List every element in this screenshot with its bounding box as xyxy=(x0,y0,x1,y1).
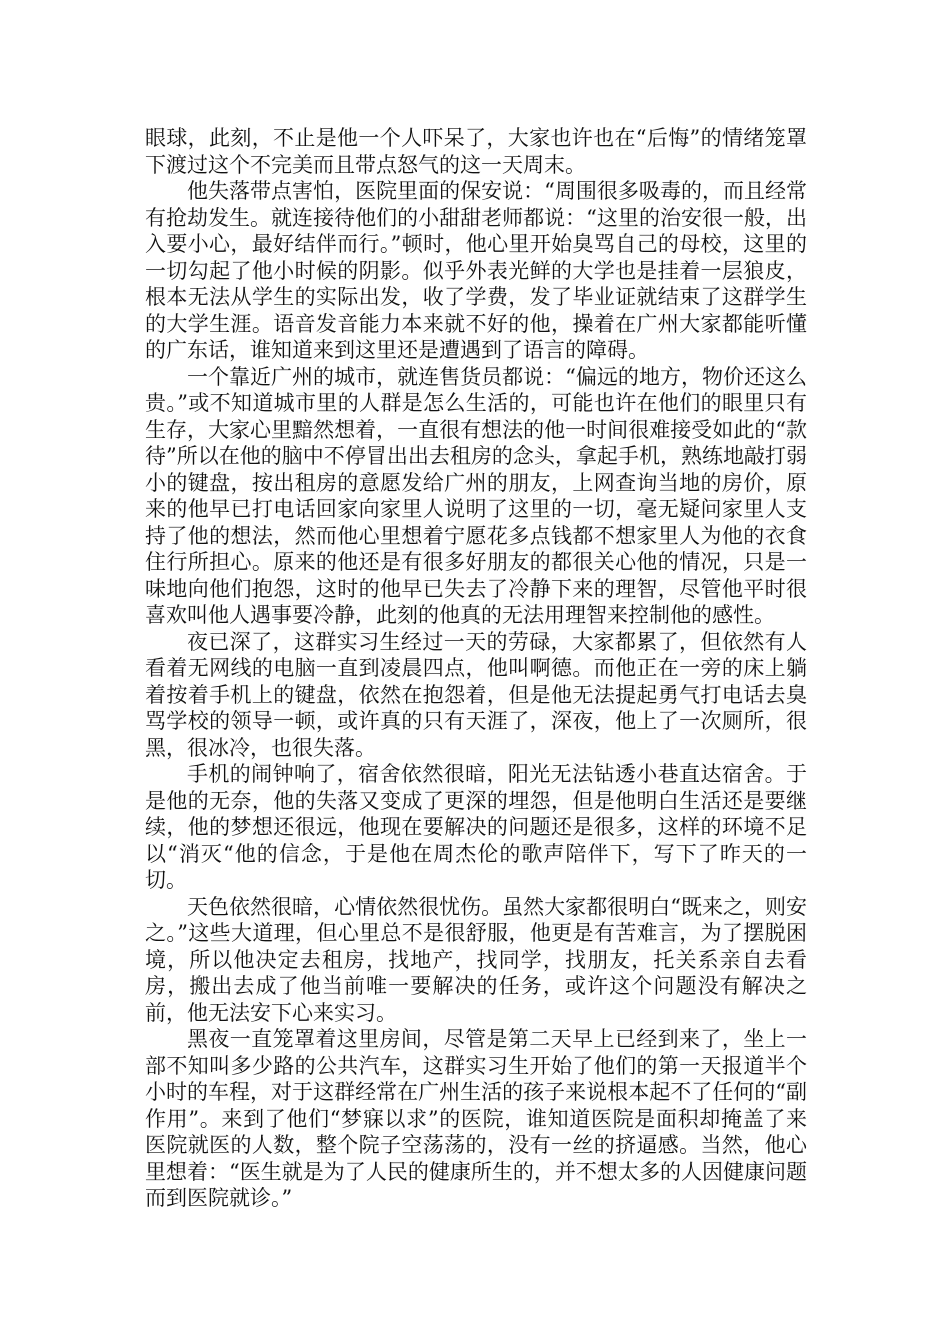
paragraph-5: 手机的闹钟响了，宿舍依然很暗，阳光无法钻透小巷直达宿舍。于是他的无奈，他的失落又变成了更深的埋怨，但是他明白生活还是要继续，他的梦想还很远，他现在要解决的问题还是很多，这样的环境不足以“消灭“他的信念，于是他在周杰伦的歌声陪伴下，写下了昨天的一切。 xyxy=(145,762,807,892)
document-body xyxy=(145,125,807,1212)
paragraph-6: 天色依然很暗，心情依然很忧伤。虽然大家都很明白“既来之，则安之。”这些大道理，但心里总不是很舒服，他更是有苦难言，为了摆脱困境，所以他决定去租房，找地产，找同学，找朋友，托关系亲自去看房，搬出去成了他当前唯一要解决的任务，或许这个问题没有解决之前，他无法安下心来实习。 xyxy=(145,894,807,1025)
paragraph-1: 眼球，此刻，不止是他一个人吓呆了，大家也许也在“后悔”的情绪笼罩下渡过这个不完美而且带点怒气的这一天周末。 xyxy=(145,126,807,177)
paragraph-7: 黑夜一直笼罩着这里房间，尽管是第二天早上已经到来了，坐上一部不知叫多少路的公共汽车，这群实习生开始了他们的第一天报道半个小时的车程，对于这群经常在广州生活的孩子来说根本起不了任何的“副作用”。来到了他们“梦寐以求”的医院，谁知道医院是面积却掩盖了来医院就医的人数，整个院子空荡荡的，没有一丝的挤逼感。当然，他心里想着：“医生就是为了人民的健康所生的，并不想太多的人因健康问题而到医院就诊。” xyxy=(145,1027,807,1210)
paragraph-2: 他失落带点害怕，医院里面的保安说：“周围很多吸毒的，而且经常有抢劫发生。就连接待他们的小甜甜老师都说：“这里的治安很一般，出入要小心，最好结伴而行。”顿时，他心里开始臭骂自己的母校，这里的一切勾起了他小时候的阴影。似乎外表光鲜的大学也是挂着一层狼皮，根本无法从学生的实际出发，收了学费，发了毕业证就结束了这群学生的大学生涯。语音发音能力本来就不好的他，操着在广州大家都能听懂的广东话，谁知道来到这里还是遭遇到了语言的障碍。 xyxy=(145,179,807,362)
paragraph-3: 一个靠近广州的城市，就连售货员都说：“偏远的地方，物价还这么贵。”或不知道城市里的人群是怎么生活的，可能也许在他们的眼里只有生存，大家心里黯然想着，一直很有想法的他一时间很难接受如此的“款待”所以在他的脑中不停冒出出去租房的念头，拿起手机，熟练地敲打弱小的键盘，按出租房的意愿发给广州的朋友，上网查询当地的房价，原来的他早已打电话回家向家里人说明了这里的一切，毫无疑问家里人支持了他的想法，然而他心里想着宁愿花多点钱都不想家里人为他的衣食住行所担心。原来的他还是有很多好朋友的都很关心他的情况，只是一味地向他们抱怨，这时的他早已失去了冷静下来的理智，尽管他平时很喜欢叫他人遇事要冷静，此刻的他真的无法用理智来控制他的感性。 xyxy=(145,364,807,627)
paragraph-4: 夜已深了，这群实习生经过一天的劳碌，大家都累了，但依然有人看着无网线的电脑一直到凌晨四点，他叫啊德。而他正在一旁的床上躺着按着手机上的键盘，依然在抱怨着，但是他无法提起勇气打电话去臭骂学校的领导一顿，或许真的只有天涯了，深夜，他上了一次厕所，很黑，很冰冷，也很失落。 xyxy=(145,629,807,760)
